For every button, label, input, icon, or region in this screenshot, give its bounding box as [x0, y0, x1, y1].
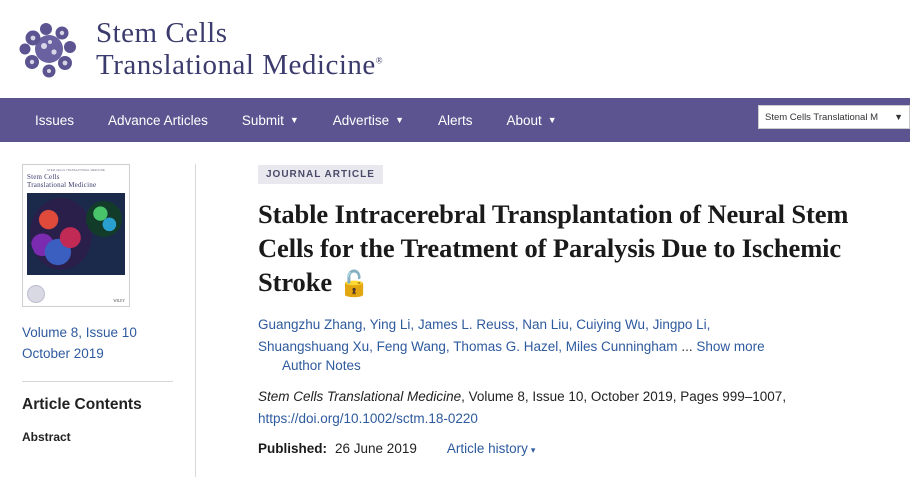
masthead — [0, 0, 910, 98]
nav-item-label: Advertise — [332, 112, 390, 128]
author-notes-link[interactable]: Author Notes — [282, 357, 361, 373]
nav-item-issues[interactable] — [18, 98, 91, 142]
author-line-1: Guangzhu Zhang, Ying Li, James L. Reuss, Nan Liu, Cuiying Wu, Jingpo Li, — [258, 316, 711, 332]
cover-blob-right — [86, 201, 122, 237]
citation-journal-name: Stem Cells Translational Medicine — [258, 388, 462, 404]
nav-item-label: Advance Articles — [108, 112, 208, 128]
open-access-lock-icon: 🔓 — [338, 270, 370, 298]
cover-seal-icon — [27, 285, 45, 303]
doi-link[interactable]: https://doi.org/10.1002/sctm.18-0220 — [258, 410, 478, 426]
cover-title-line1: Stem Cells — [27, 173, 60, 181]
issue-link[interactable] — [22, 323, 195, 365]
chevron-down-icon: ▼ — [395, 115, 404, 125]
issue-volume-line: Volume 8, Issue 10 — [22, 325, 137, 340]
nav-item-advertise[interactable] — [316, 98, 421, 142]
article-history-label: Article history — [446, 441, 528, 457]
cover-artwork — [27, 193, 125, 275]
journal-title[interactable] — [96, 17, 383, 82]
author-link[interactable]: Nan Liu — [522, 316, 569, 332]
nav-item-alerts[interactable] — [421, 98, 490, 142]
published-date: 26 June 2019 — [335, 441, 417, 457]
article-history-toggle[interactable] — [447, 441, 536, 456]
cover-strip-text: STEM CELLS TRANSLATIONAL MEDICINE — [47, 169, 105, 172]
search-scope-select[interactable] — [758, 105, 910, 129]
published-label: Published: — [258, 441, 328, 457]
issue-date-line: October 2019 — [22, 345, 104, 361]
chevron-down-icon: ▼ — [289, 115, 299, 125]
nav-item-label: Alerts — [438, 112, 473, 128]
author-link[interactable]: Thomas G. Hazel — [453, 338, 559, 354]
chevron-down-icon: ▾ — [530, 445, 536, 456]
article-type-badge: JOURNAL ARTICLE — [258, 165, 383, 184]
author-link[interactable]: Cuiying Wu — [576, 316, 646, 332]
author-link[interactable]: Jingpo Li — [652, 316, 707, 332]
nav-item-about[interactable] — [490, 98, 574, 142]
trademark-symbol: ® — [375, 55, 384, 66]
author-link[interactable]: Guangzhu Zhang — [258, 316, 363, 332]
page-content — [0, 142, 910, 477]
journal-title-line2: Translational Medicine — [96, 49, 376, 81]
article-title-text: Stable Intracerebral Transplantation of Neural Stem Cells for the Treatment of Paralysis Due to Ischemic Stroke — [258, 199, 849, 297]
article-main — [196, 164, 910, 477]
citation-line — [258, 387, 886, 430]
journal-title-line1: Stem Cells — [96, 16, 228, 49]
author-link[interactable]: Feng Wang — [376, 338, 446, 354]
cover-footer — [27, 285, 125, 303]
main-navigation — [0, 98, 910, 142]
author-link[interactable]: James L. Reuss — [417, 316, 515, 332]
published-row — [258, 441, 886, 456]
nav-item-label: About — [506, 112, 542, 128]
cover-publisher: WILEY — [113, 299, 125, 303]
cover-blob-left — [30, 198, 92, 270]
issue-cover-image[interactable] — [22, 164, 130, 307]
article-contents-heading: Article Contents — [22, 395, 142, 413]
author-link[interactable]: Ying Li — [369, 316, 411, 332]
page-title — [258, 198, 886, 301]
journal-logo-icon[interactable] — [16, 16, 82, 82]
sidebar-divider — [22, 381, 173, 382]
chevron-down-icon: ▼ — [547, 115, 557, 125]
citation-details: , Volume 8, Issue 10, October 2019, Pages 999–1007, — [461, 388, 787, 404]
cover-title-line2: Translational Medicine — [27, 181, 97, 190]
toc-item-abstract[interactable]: Abstract — [22, 429, 71, 444]
author-list — [258, 314, 886, 358]
author-line-2: Shuangshuang Xu, Feng Wang, Thomas G. Hazel, Miles Cunningham ... Show more — [258, 338, 765, 354]
author-link[interactable]: Miles Cunningham — [565, 338, 678, 354]
nav-item-label: Issues — [35, 112, 75, 128]
nav-item-label: Submit — [241, 112, 284, 128]
sidebar — [0, 164, 196, 477]
chevron-down-icon: ▼ — [894, 112, 903, 122]
nav-item-advance-articles[interactable] — [91, 98, 225, 142]
nav-item-submit[interactable] — [225, 98, 316, 142]
author-link[interactable]: Shuangshuang Xu — [258, 338, 370, 354]
show-more-authors-link[interactable]: Show more — [696, 338, 765, 354]
search-scope-value: Stem Cells Translational M — [765, 111, 878, 123]
